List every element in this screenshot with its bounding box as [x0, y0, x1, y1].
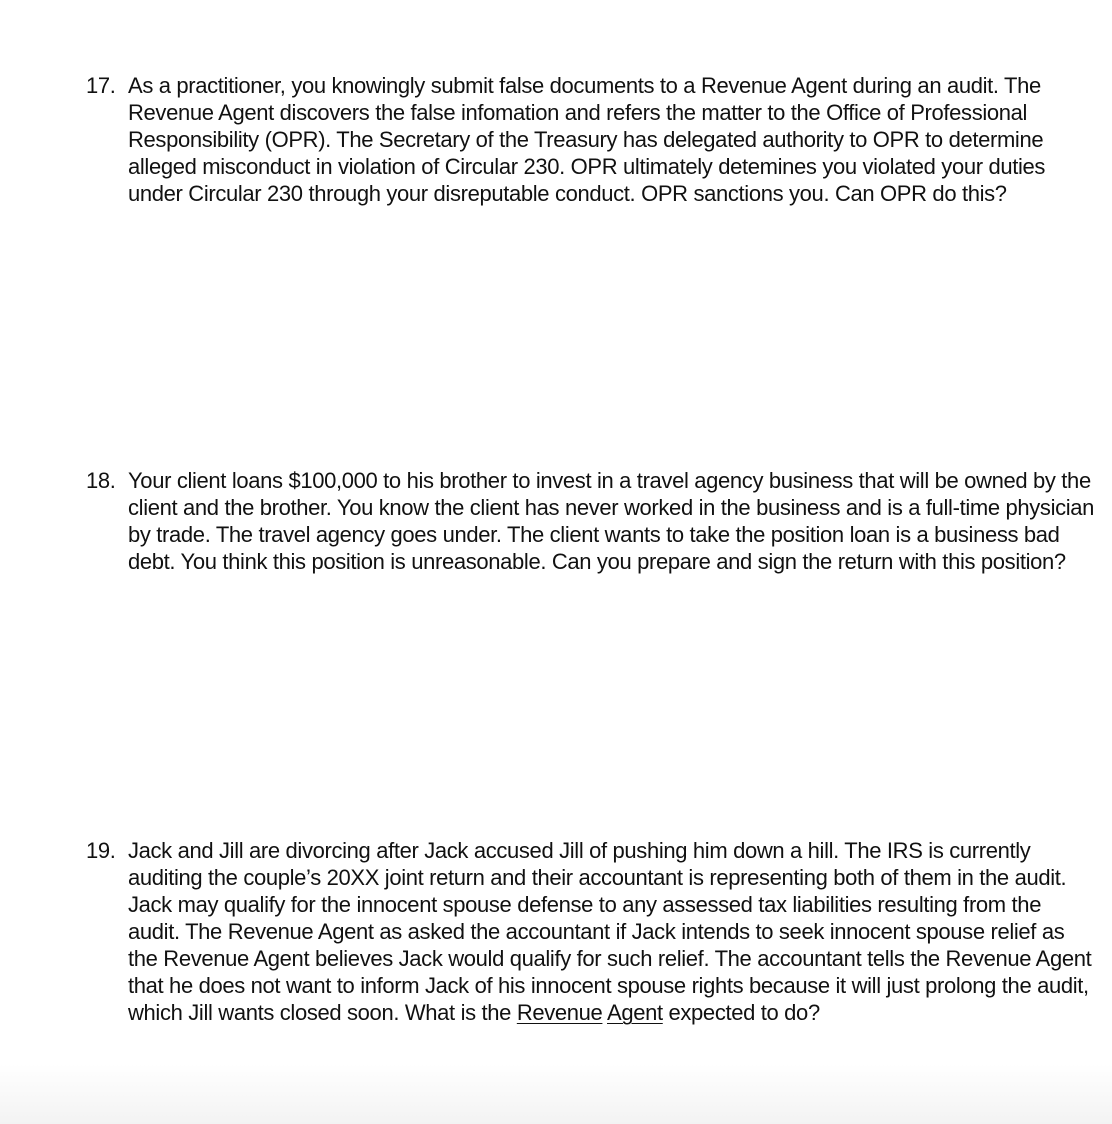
question-19	[86, 837, 1096, 1026]
underlined-word-revenue: Revenue	[516, 1000, 603, 1025]
question-text: Your client loans $100,000 to his brother to invest in a travel agency business that will be owned by the client and the brother. You know the client has never worked in the business and is a full-time physician by trade. The travel agency goes under. The client wants to take the position loan is a business bad debt. You think this position is unreasonable. Can you prepare and sign the return with this position?	[128, 468, 1095, 574]
question-17	[86, 72, 1096, 207]
question-18	[86, 467, 1096, 575]
question-number: 18.	[86, 468, 116, 493]
page-bottom-shade	[0, 1064, 1112, 1124]
underlined-word-agent: Agent	[607, 1000, 663, 1025]
question-text	[128, 837, 1096, 1026]
question-number: 19.	[86, 838, 116, 863]
question-text-main: Jack and Jill are divorcing after Jack accused Jill of pushing him down a hill. The IRS is currently auditing the couple’s 20XX joint return and their accountant is representing both of them in the audit. Jack may qualify for the innocent spouse defense to any assessed tax liabilities resulting from the audit. The Revenue Agent as asked the accountant if Jack intends to seek innocent spouse relief as the Revenue Agent believes Jack would qualify for such relief. The accountant tells the Revenue Agent that he does not want to inform Jack of his innocent spouse rights because it will just prolong the audit, which Jill wants closed soon. What is the	[128, 838, 1092, 1025]
question-text: As a practitioner, you knowingly submit false documents to a Revenue Agent during an audit. The Revenue Agent discovers the false infomation and refers the matter to the Office of Professional Responsibility (OPR). The Secretary of the Treasury has delegated authority to OPR to determine alleged misconduct in violation of Circular 230. OPR ultimately detemines you violated your duties under Circular 230 through your disreputable conduct. OPR sanctions you. Can OPR do this?	[128, 73, 1046, 206]
question-text-end: expected to do?	[668, 1000, 820, 1025]
question-number: 17.	[86, 73, 116, 98]
